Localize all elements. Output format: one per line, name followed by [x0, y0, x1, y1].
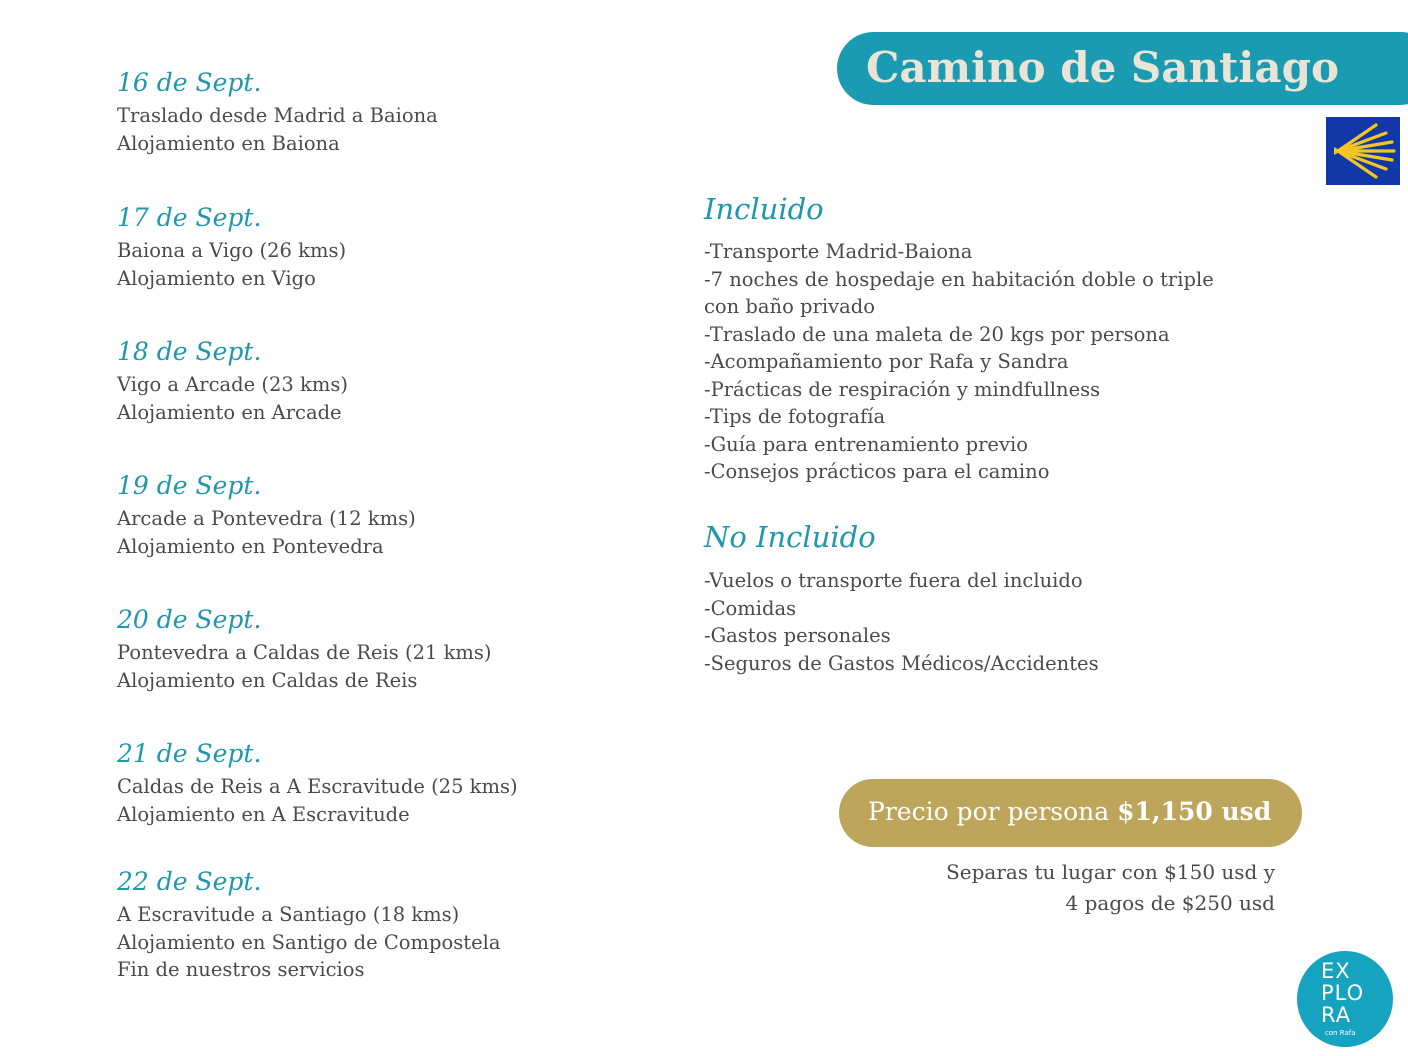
- list-item: -Comidas: [704, 596, 797, 620]
- day-line: Alojamiento en Vigo: [117, 266, 316, 290]
- explora-logo: [1297, 951, 1393, 1047]
- day-date: 19 de Sept.: [117, 471, 262, 500]
- itinerary-day: [117, 471, 637, 560]
- list-item: -Gastos personales: [704, 624, 891, 647]
- page-title: Camino de Santiago: [866, 43, 1339, 92]
- itinerary-day: [117, 203, 637, 292]
- day-line: Arcade a Pontevedra (12 kms): [117, 507, 416, 530]
- list-item: -Seguros de Gastos Médicos/Accidentes: [704, 651, 1099, 675]
- logo-line: PLO: [1321, 981, 1365, 1005]
- list-item: -Tips de fotografía: [704, 405, 886, 428]
- day-line: Alojamiento en A Escravitude: [117, 802, 410, 826]
- list-item: -7 noches de hospedaje en habitación doble o triple: [704, 267, 1214, 291]
- logo-subtitle: con Rafa: [1325, 1029, 1356, 1037]
- day-line: Fin de nuestros servicios: [117, 958, 365, 981]
- price-text: [868, 790, 1271, 834]
- list-item: -Transporte Madrid-Baiona: [704, 240, 973, 263]
- scallop-shell-icon: [1326, 117, 1400, 185]
- price-label: Precio por persona: [868, 797, 1110, 826]
- itinerary-day: [117, 605, 637, 694]
- day-line: A Escravitude a Santiago (18 kms): [117, 903, 460, 926]
- day-date: 17 de Sept.: [117, 203, 262, 232]
- list-item: con baño privado: [704, 295, 875, 318]
- day-line: Alojamiento en Baiona: [117, 131, 340, 155]
- list-item: -Prácticas de respiración y mindfullness: [704, 377, 1101, 401]
- itinerary-day: [117, 68, 637, 157]
- included-heading: Incluido: [704, 192, 824, 226]
- day-line: Alojamiento en Caldas de Reis: [117, 668, 418, 692]
- logo-text: [1321, 960, 1364, 1026]
- day-line: Alojamiento en Santigo de Compostela: [117, 930, 501, 954]
- not-included-heading: No Incluido: [704, 520, 876, 554]
- price-amount: $1,150 usd: [1117, 797, 1272, 826]
- day-line: Vigo a Arcade (23 kms): [117, 373, 348, 396]
- day-date: 20 de Sept.: [117, 605, 262, 634]
- itinerary-day: [117, 867, 637, 984]
- list-item: -Acompañamiento por Rafa y Sandra: [704, 350, 1069, 373]
- logo-line: RA: [1321, 1003, 1352, 1027]
- day-date: 18 de Sept.: [117, 337, 262, 366]
- payment-note-line: Separas tu lugar con $150 usd y: [946, 860, 1275, 884]
- day-date: 22 de Sept.: [117, 867, 262, 896]
- list-item: -Guía para entrenamiento previo: [704, 432, 1028, 456]
- day-line: Alojamiento en Pontevedra: [117, 534, 384, 558]
- list-item: -Traslado de una maleta de 20 kgs por persona: [704, 322, 1170, 346]
- not-included-list: [704, 567, 1224, 677]
- list-item: -Consejos prácticos para el camino: [704, 460, 1050, 483]
- list-item: -Vuelos o transporte fuera del incluido: [704, 569, 1083, 592]
- day-line: Alojamiento en Arcade: [117, 400, 342, 424]
- day-date: 16 de Sept.: [117, 68, 262, 97]
- payment-note-line: 4 pagos de $250 usd: [1065, 891, 1275, 915]
- day-line: Baiona a Vigo (26 kms): [117, 239, 347, 262]
- day-date: 21 de Sept.: [117, 739, 262, 768]
- itinerary-day: [117, 739, 637, 828]
- logo-line: EX: [1321, 959, 1351, 983]
- payment-note: [946, 857, 1275, 919]
- day-line: Caldas de Reis a A Escravitude (25 kms): [117, 775, 518, 798]
- day-line: Traslado desde Madrid a Baiona: [117, 104, 438, 127]
- included-list: [704, 238, 1224, 486]
- day-line: Pontevedra a Caldas de Reis (21 kms): [117, 641, 492, 664]
- itinerary-day: [117, 337, 637, 426]
